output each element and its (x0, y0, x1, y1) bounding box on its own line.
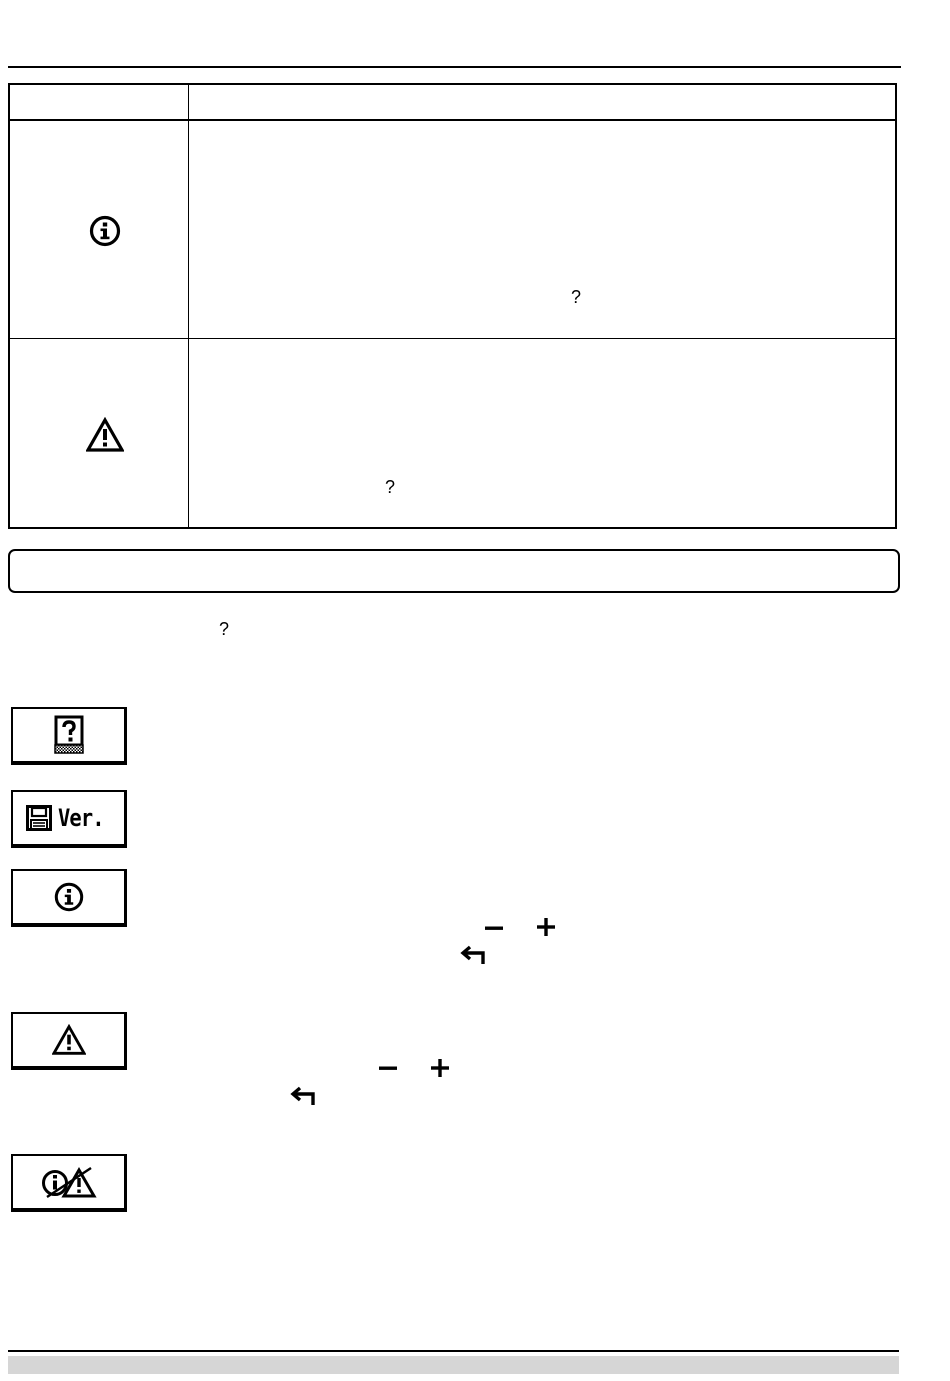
info-warning-crossed-icon (39, 1165, 99, 1199)
enter-icon (459, 944, 487, 966)
messages-off-button[interactable] (11, 1154, 127, 1212)
info-circle-icon (53, 881, 85, 913)
info-button[interactable] (11, 869, 127, 927)
plus-icon (429, 1057, 451, 1079)
plus-icon (535, 916, 557, 938)
top-rule (8, 66, 901, 68)
footer-band (8, 1356, 899, 1374)
warning-triangle-icon (86, 417, 124, 453)
message-table (8, 83, 897, 529)
enter-icon (289, 1085, 317, 1107)
minus-icon (377, 1058, 399, 1078)
section-heading-bar (8, 549, 900, 593)
table-header-divider (10, 119, 895, 121)
question-mark: ? (571, 287, 582, 307)
warning-button[interactable] (11, 1012, 127, 1070)
help-book-icon (52, 715, 86, 755)
table-row-divider (10, 338, 895, 339)
table-column-divider (188, 85, 189, 527)
question-mark: ? (385, 477, 396, 497)
bottom-rule (8, 1350, 899, 1352)
version-label: Ver. (57, 804, 104, 832)
question-mark: ? (219, 619, 230, 639)
help-button[interactable] (11, 707, 127, 765)
minus-icon (483, 918, 505, 938)
info-circle-icon (88, 214, 122, 248)
floppy-disk-icon (26, 805, 52, 831)
save-version-button[interactable] (11, 790, 127, 848)
warning-triangle-icon (52, 1024, 86, 1056)
